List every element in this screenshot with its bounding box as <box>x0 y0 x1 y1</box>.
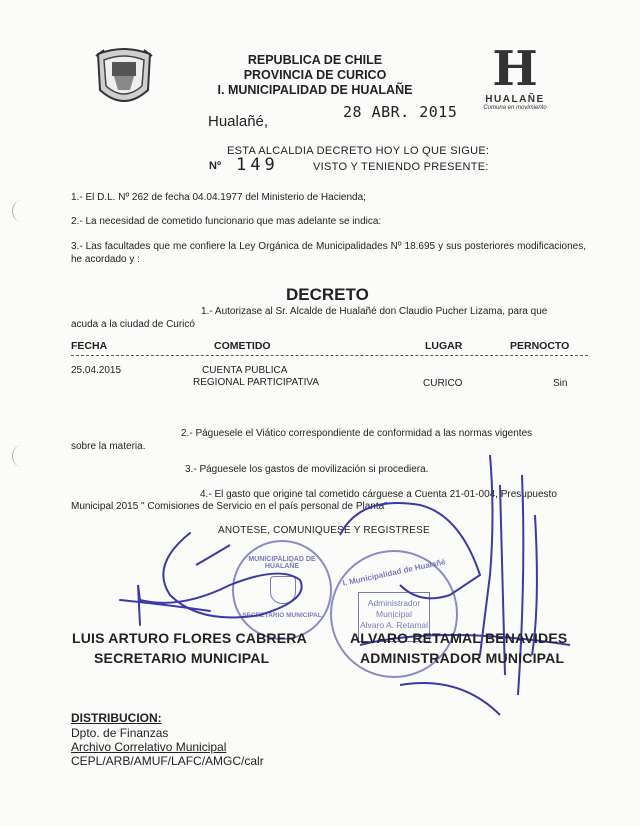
distribution-line-3: CEPL/ARB/AMUF/LAFC/AMGC/calr <box>71 754 264 768</box>
stamp-left-top: MUNICIPALIDAD DE HUALAÑE <box>248 556 316 570</box>
item2-line2: sobre la materia. <box>71 441 146 452</box>
row-fecha: 25.04.2015 <box>71 365 122 376</box>
item1-line1: 1.- Autorizase al Sr. Alcalde de Hualañé don Claudio Pucher Lizama, para que <box>201 306 548 317</box>
decreto-title: DECRETO <box>286 285 369 304</box>
stamp-right-arc: I. Municipalidad de Hualañé <box>341 557 447 588</box>
date-stamp: 28 ABR. 2015 <box>343 103 458 121</box>
stamp-right-line1: Administrador <box>367 598 421 608</box>
administrator-name: ALVARO RETAMAL BENAVIDES <box>350 630 568 646</box>
item4-line2: Municipal 2015 " Comisiones de Servicio en el país personal de Planta" <box>71 501 388 512</box>
hualane-logo <box>480 41 550 126</box>
item2-line1: 2.- Páguesele el Viático correspondiente de conformidad a las normas vigentes <box>181 428 533 439</box>
binder-hole <box>12 200 31 222</box>
closing: ANOTESE, COMUNIQUESE Y REGISTRESE <box>218 525 430 536</box>
row-cometido-2: REGIONAL PARTICIPATIVA <box>193 377 319 388</box>
item3: 3.- Páguesele los gastos de movilización si procediera. <box>185 464 429 475</box>
header-province: PROVINCIA DE CURICO <box>243 68 387 82</box>
row-lugar: CURICO <box>423 378 463 389</box>
secretary-title: SECRETARIO MUNICIPAL <box>94 650 270 666</box>
item1-line2: acuda a la ciudad de Curicó <box>71 319 195 330</box>
decree-intro: ESTA ALCALDIA DECRETO HOY LO QUE SIGUE: <box>227 145 490 157</box>
hualane-logo-icon: H <box>492 41 538 97</box>
logo-name: HUALAÑE <box>485 94 545 105</box>
coat-of-arms-icon <box>92 46 156 112</box>
distribution-line-2: Archivo Correlativo Municipal <box>71 740 227 754</box>
administrator-title: ADMINISTRADOR MUNICIPAL <box>360 650 565 666</box>
stamp-left-bottom: SECRETARIO MUNICIPAL <box>242 612 322 619</box>
distribution-line-1: Dpto. de Finanzas <box>71 726 169 740</box>
col-cometido: COMETIDO <box>214 340 271 352</box>
item4-line1: 4.- El gasto que origine tal cometido cárguese a Cuenta 21-01-004, Presupuesto <box>200 489 557 500</box>
signature-administrator <box>300 455 600 745</box>
considerando-3: 3.- Las facultades que me confiere la Ley Orgánica de Municipalidades Nº 18.695 y sus posteriores modificaciones, he acordado y : <box>71 241 586 265</box>
secretary-name: LUIS ARTURO FLORES CABRERA <box>72 630 307 646</box>
row-pernocto: Sin <box>553 378 568 389</box>
visto-label: VISTO Y TENIENDO PRESENTE: <box>313 161 489 173</box>
table-divider <box>71 355 588 356</box>
header-country: REPUBLICA DE CHILE <box>247 53 383 67</box>
col-lugar: LUGAR <box>425 340 463 352</box>
col-pernocto: PERNOCTO <box>510 340 570 352</box>
stamp-right-line3: Alvaro A. Retamal <box>359 620 429 630</box>
binder-hole <box>12 445 31 467</box>
col-fecha: FECHA <box>71 340 108 352</box>
distribution-title: DISTRIBUCION: <box>71 711 162 725</box>
logo-tagline: Comuna en movimiento <box>483 105 547 111</box>
decree-number: 149 <box>236 155 279 175</box>
stamp-right-line2: Municipal <box>376 609 412 619</box>
considerando-2: 2.- La necesidad de cometido funcionario que mas adelante se indica: <box>71 216 382 227</box>
considerando-1: 1.- El D.L. Nº 262 de fecha 04.04.1977 del Ministerio de Hacienda; <box>71 192 366 203</box>
header-municipality: I. MUNICIPALIDAD DE HUALAÑE <box>217 83 413 97</box>
row-cometido-1: CUENTA PUBLICA <box>202 365 288 376</box>
place: Hualañé, <box>208 113 269 130</box>
decree-number-label: Nº <box>209 160 221 172</box>
